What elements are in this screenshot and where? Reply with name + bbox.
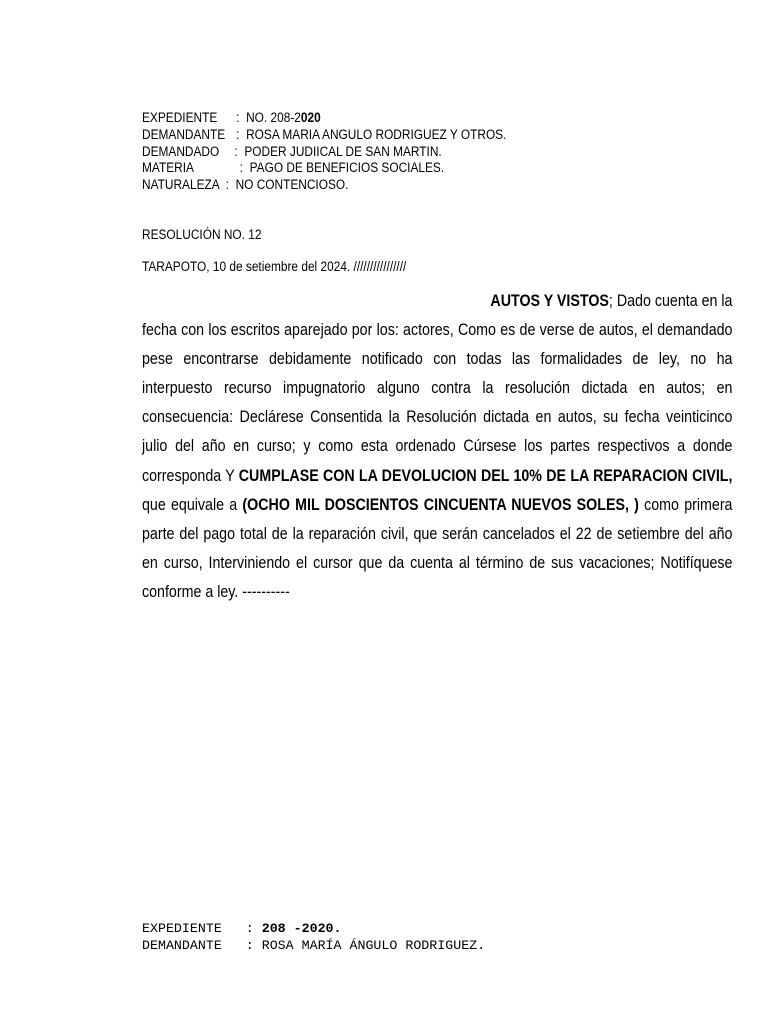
- header-naturaleza-row: [142, 177, 670, 194]
- expediente-value: NO. 208-2: [246, 110, 301, 125]
- footer-demandante-value: ROSA MARÍA ÁNGULO RODRIGUEZ.: [261, 938, 486, 954]
- demandante-label: DEMANDANTE: [142, 126, 226, 142]
- case-footer: [142, 903, 485, 972]
- footer-demandante-label: DEMANDANTE: [142, 938, 222, 954]
- autos-y-vistos-heading: AUTOS Y VISTOS: [490, 292, 609, 310]
- autos-lead-text: ; Dado cuenta en la: [608, 292, 733, 310]
- header-demandante-row: [142, 127, 670, 144]
- autos-y-vistos-line: [142, 287, 732, 316]
- header-expediente-row: [142, 110, 670, 127]
- demandante-sep: :: [236, 126, 240, 142]
- footer-expediente-row: [142, 920, 485, 937]
- expediente-value-bold: 020: [300, 110, 321, 125]
- footer-expediente-value: 208 -2020.: [261, 921, 342, 937]
- expediente-sep: :: [236, 110, 240, 125]
- body-bold-1: CUMPLASE CON LA DEVOLUCION DEL 10% DE LA REPARACION CIVIL,: [238, 466, 733, 485]
- demandado-value: PODER JUDIICAL DE SAN MARTIN.: [244, 143, 442, 159]
- naturaleza-label: NATURALEZA: [142, 177, 220, 193]
- resolution-body: [142, 287, 733, 607]
- demandado-sep: :: [234, 143, 238, 159]
- body-text-2: que equivale a: [142, 495, 243, 514]
- body-bold-2: (OCHO MIL DOSCIENTOS CINCUENTA NUEVOS SOLES, ): [242, 495, 639, 514]
- materia-label: MATERIA: [142, 160, 194, 176]
- footer-expediente-sep: :: [245, 921, 254, 937]
- date-line: TARAPOTO, 10 de setiembre del 2024. ////////////////: [142, 259, 407, 274]
- footer-expediente-label: EXPEDIENTE: [142, 921, 222, 937]
- demandante-value: ROSA MARIA ANGULO RODRIGUEZ Y OTROS.: [246, 126, 507, 142]
- materia-value: PAGO DE BENEFICIOS SOCIALES.: [249, 160, 445, 176]
- body-text-1: fecha con los escritos aparejado por los: actores, Como es de verse de autos, el demandado pese encontrarse debidamente notificado con todas las formalidades de ley, no ha interpuesto recurso impugnatorio alguno contra la resolución dictada en autos; en consecuencia: Declárese Consentida la Resolución dictada en autos, su fecha veinticinco julio del año en curso; y como esta ordenado Cúrsese los partes respectivos a donde corresponda Y: [142, 321, 733, 485]
- naturaleza-value: NO CONTENCIOSO.: [235, 177, 349, 193]
- resolution-body-text: [142, 287, 732, 607]
- header-materia-row: [142, 160, 670, 177]
- footer-demandante-sep: :: [245, 938, 254, 954]
- naturaleza-sep: :: [225, 177, 229, 193]
- footer-demandante-row: [142, 937, 485, 954]
- expediente-label: EXPEDIENTE: [142, 110, 218, 125]
- demandado-label: DEMANDADO: [142, 143, 220, 159]
- case-header: [142, 110, 670, 194]
- resolution-number: RESOLUCIÓN NO. 12: [142, 227, 262, 242]
- body-paragraph: [142, 316, 732, 607]
- body-text-3: como primera parte del pago total de la reparación civil, que serán cancelados el 22 de setiembre del año en curso, Interviniendo el cursor que da cuenta al término de sus vacaciones; Notifíquese conforme a ley. ----------: [142, 495, 733, 601]
- materia-sep: :: [239, 160, 243, 176]
- header-demandado-row: [142, 144, 670, 161]
